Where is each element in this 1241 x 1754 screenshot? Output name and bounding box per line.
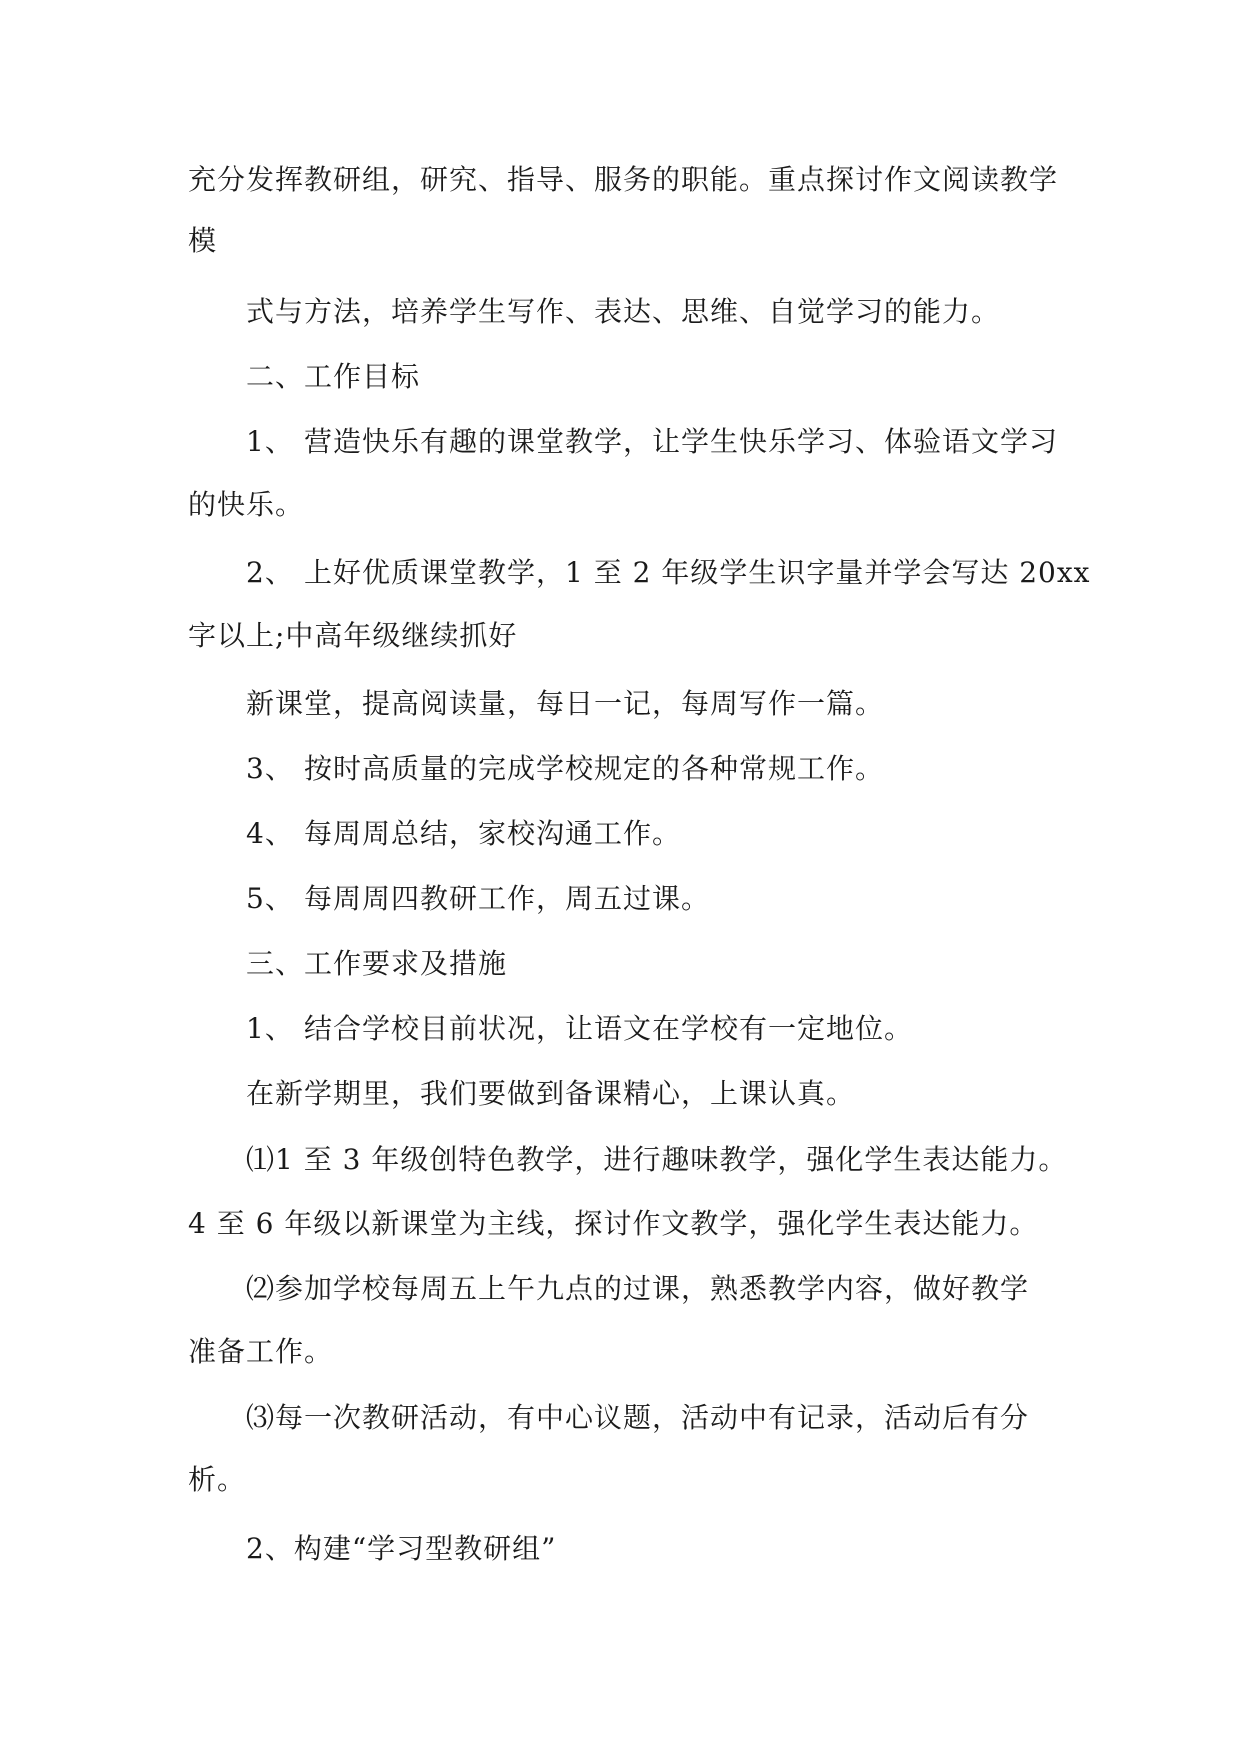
list-item xyxy=(246,751,884,787)
section-heading: 二、工作目标 xyxy=(246,360,421,393)
list-item-text: 按时高质量的完成学校规定的各种常规工作。 xyxy=(304,752,885,785)
list-item-text: 每周周总结，家校沟通工作。 xyxy=(304,817,682,850)
list-item xyxy=(246,881,710,917)
list-item-number: 4、 xyxy=(246,817,294,850)
list-item-text: 结合学校目前状况，让语文在学校有一定地位。 xyxy=(304,1012,914,1045)
list-item-number: 1、 xyxy=(246,1012,294,1045)
list-item-text: 上好优质课堂教学，1 至 2 年级学生识字量并学会写达 20xx xyxy=(304,556,1091,589)
paragraph-line: 在新学期里，我们要做到备课精心，上课认真。 xyxy=(246,1077,856,1110)
paragraph-line: 模 xyxy=(188,224,218,257)
list-item-text: 营造快乐有趣的课堂教学，让学生快乐学习、体验语文学习 xyxy=(304,425,1059,458)
section-heading: 三、工作要求及措施 xyxy=(246,947,508,980)
paragraph-line: 充分发挥教研组，研究、指导、服务的职能。重点探讨作文阅读教学 xyxy=(188,163,1059,196)
list-item xyxy=(246,424,1058,460)
paragraph-line: 析。 xyxy=(188,1463,247,1496)
paragraph-line: 的快乐。 xyxy=(188,488,305,521)
paragraph-line: ⑶每一次教研活动，有中心议题，活动中有记录，活动后有分 xyxy=(246,1401,1030,1434)
list-item xyxy=(246,555,1090,591)
paragraph-line: 字以上;中高年级继续抓好 xyxy=(188,619,518,652)
paragraph-line: 式与方法，培养学生写作、表达、思维、自觉学习的能力。 xyxy=(246,295,1001,328)
section-heading: 2、构建“学习型教研组” xyxy=(246,1532,557,1565)
paragraph-line: 4 至 6 年级以新课堂为主线，探讨作文教学，强化学生表达能力。 xyxy=(188,1207,1039,1240)
list-item xyxy=(246,1011,913,1047)
list-item xyxy=(246,816,681,852)
list-item-text: 每周周四教研工作，周五过课。 xyxy=(304,882,711,915)
paragraph-line: 准备工作。 xyxy=(188,1335,334,1368)
list-item-number: 1、 xyxy=(246,425,294,458)
paragraph-line: 新课堂，提高阅读量，每日一记，每周写作一篇。 xyxy=(246,687,885,720)
list-item-number: 2、 xyxy=(246,556,294,589)
paragraph-line: ⑴1 至 3 年级创特色教学，进行趣味教学，强化学生表达能力。 xyxy=(246,1143,1068,1176)
list-item-number: 5、 xyxy=(246,882,294,915)
list-item-number: 3、 xyxy=(246,752,294,785)
paragraph-line: ⑵参加学校每周五上午九点的过课，熟悉教学内容，做好教学 xyxy=(246,1272,1030,1305)
